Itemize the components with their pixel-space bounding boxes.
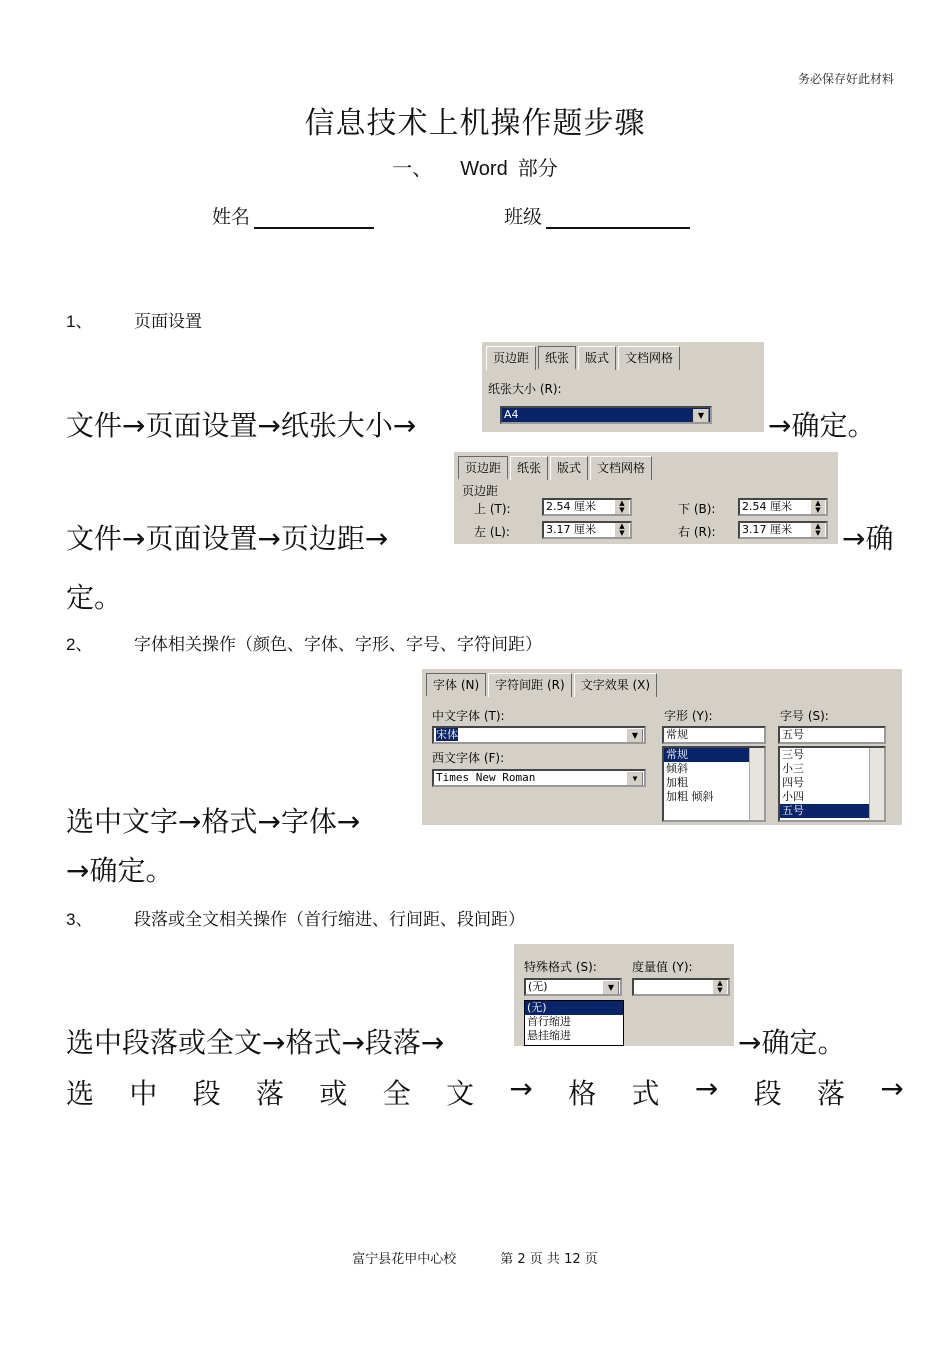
paragraph-dialog-screenshot <box>514 944 734 1046</box>
section-1-heading <box>66 307 202 332</box>
char: 落 <box>256 1077 285 1110</box>
chevron-down-icon: ▼ <box>693 409 709 423</box>
tab-margins: 页边距 <box>486 346 536 370</box>
class-label: 班级 <box>504 206 543 228</box>
tab-doc-grid: 文档网格 <box>590 456 652 480</box>
spinner-icon: ▲ ▼ <box>811 523 825 537</box>
page-footer <box>0 1248 950 1267</box>
step-paragraph: 选中段落或全文→格式→段落→ <box>66 1026 445 1059</box>
list-item: 常规 <box>664 748 764 762</box>
size-field <box>778 726 886 744</box>
en-font-select <box>432 769 646 787</box>
char: 段 <box>753 1077 782 1110</box>
spinner-icon: ▲ ▼ <box>713 980 727 994</box>
section-number: 1、 <box>66 312 93 331</box>
paper-size-label: 纸张大小 (R): <box>488 382 562 396</box>
char: 格 <box>568 1077 597 1110</box>
paper-size-select <box>500 406 712 424</box>
list-item: 小四 <box>782 790 804 803</box>
scrollbar <box>869 748 884 820</box>
margin-group-label: 页边距 <box>462 484 499 498</box>
list-item: 五号 <box>780 804 884 818</box>
size-list <box>778 746 886 822</box>
tab-layout: 版式 <box>550 456 588 480</box>
style-label: 字形 (Y): <box>664 709 713 723</box>
char: → <box>509 1072 533 1105</box>
left-margin-label: 左 (L): <box>474 525 510 539</box>
char: 全 <box>382 1077 411 1110</box>
cn-font-select <box>432 726 646 744</box>
left-margin-field <box>542 521 632 539</box>
cn-font-label: 中文字体 (T): <box>432 709 505 723</box>
tab-paper: 纸张 <box>538 346 576 370</box>
style-value: 常规 <box>666 728 688 741</box>
class-field <box>504 202 690 229</box>
page-title: 信息技术上机操作题步骤 <box>304 106 646 141</box>
step-paper-confirm: →确定。 <box>768 409 876 442</box>
list-item: (无) <box>525 1001 623 1015</box>
name-field <box>212 202 374 229</box>
section-title: 段落或全文相关操作（首行缩进、行间距、段间距） <box>134 910 525 930</box>
footer-page-number: 第 2 页 共 12 页 <box>500 1252 598 1267</box>
step-paragraph-repeat <box>66 1072 904 1112</box>
section-title: 页面设置 <box>134 312 202 332</box>
chevron-down-icon: ▼ <box>627 772 643 786</box>
list-item: 悬挂缩进 <box>527 1029 571 1042</box>
tab-doc-grid: 文档网格 <box>618 346 680 370</box>
tab-text-effects: 文字效果 (X) <box>574 673 657 697</box>
char: 段 <box>192 1077 221 1110</box>
margin-dialog-tabs <box>458 456 654 480</box>
section-title: 字体相关操作（颜色、字体、字形、字号、字符间距） <box>134 635 542 655</box>
chevron-down-icon: ▼ <box>627 729 643 743</box>
list-item: 三号 <box>782 748 804 761</box>
measure-field <box>632 978 730 996</box>
special-format-label: 特殊格式 (S): <box>524 960 597 974</box>
list-item: 加粗 <box>666 776 688 789</box>
style-list <box>662 746 766 822</box>
spinner-icon: ▲ ▼ <box>615 523 629 537</box>
bottom-margin-field <box>738 498 828 516</box>
header-note: 务必保存好此材料 <box>797 72 894 86</box>
en-font-label: 西文字体 (F): <box>432 751 505 765</box>
tab-margins: 页边距 <box>458 456 508 480</box>
char: 文 <box>446 1077 475 1110</box>
section-3-heading <box>66 905 525 930</box>
list-item: 首行缩进 <box>527 1015 571 1028</box>
name-label: 姓名 <box>212 206 251 228</box>
margin-dialog-screenshot <box>454 452 838 544</box>
name-blank-line <box>254 203 374 229</box>
special-format-options <box>524 1000 624 1046</box>
step-font-confirm: →确定。 <box>66 854 174 887</box>
bottom-margin-value: 2.54 厘米 <box>742 500 792 513</box>
special-format-value: (无) <box>528 980 548 993</box>
char: → <box>694 1072 719 1105</box>
char: 中 <box>129 1077 158 1110</box>
en-font-value: Times New Roman <box>436 771 536 784</box>
spinner-icon: ▲ ▼ <box>811 500 825 514</box>
special-format-select <box>524 978 622 996</box>
step-paper-size: 文件→页面设置→纸张大小→ <box>66 409 417 442</box>
top-margin-field <box>542 498 632 516</box>
step-margins: 文件→页面设置→页边距→ <box>66 522 389 555</box>
paper-dialog-screenshot <box>482 342 764 432</box>
measure-label: 度量值 (Y): <box>632 960 693 974</box>
list-item: 小三 <box>782 762 804 775</box>
top-margin-label: 上 (T): <box>474 502 511 516</box>
list-item: 倾斜 <box>666 762 688 775</box>
right-margin-field <box>738 521 828 539</box>
subtitle-number: 一、 <box>392 156 433 180</box>
section-2-heading <box>66 630 542 655</box>
right-margin-label: 右 (R): <box>678 525 716 539</box>
size-value: 五号 <box>782 728 804 741</box>
top-margin-value: 2.54 厘米 <box>546 500 596 513</box>
step-font: 选中文字→格式→字体→ <box>66 805 361 838</box>
char: 落 <box>817 1077 846 1110</box>
tab-font: 字体 (N) <box>426 673 486 697</box>
scrollbar <box>749 748 764 820</box>
tab-paper: 纸张 <box>510 456 548 480</box>
section-number: 2、 <box>66 635 93 654</box>
subtitle <box>0 152 950 181</box>
subtitle-word: Word <box>460 158 508 180</box>
list-item: 四号 <box>782 776 804 789</box>
subtitle-rest: 部分 <box>517 156 558 180</box>
step-margins-confirm: →确 <box>842 522 894 555</box>
class-blank-line <box>546 203 690 229</box>
paper-dialog-tabs <box>486 346 682 370</box>
tab-layout: 版式 <box>578 346 616 370</box>
list-item: 加粗 倾斜 <box>666 790 714 803</box>
bottom-margin-label: 下 (B): <box>678 502 716 516</box>
char: 选 <box>66 1077 95 1110</box>
char: 或 <box>319 1077 348 1110</box>
section-number: 3、 <box>66 910 93 929</box>
right-margin-value: 3.17 厘米 <box>742 523 792 536</box>
font-dialog-screenshot <box>422 669 902 825</box>
style-field <box>662 726 766 744</box>
paper-size-value: A4 <box>504 408 519 421</box>
step-margins-continued: 定。 <box>66 581 123 614</box>
tab-char-spacing: 字符间距 (R) <box>488 673 572 697</box>
font-dialog-tabs <box>426 673 659 697</box>
spinner-icon: ▲ ▼ <box>615 500 629 514</box>
chevron-down-icon: ▼ <box>603 981 619 995</box>
cn-font-value: 宋体 <box>436 728 458 741</box>
char: 式 <box>631 1077 660 1110</box>
char: → <box>880 1072 904 1105</box>
size-label: 字号 (S): <box>780 709 829 723</box>
left-margin-value: 3.17 厘米 <box>546 523 596 536</box>
footer-school: 富宁县花甲中心校 <box>352 1252 457 1267</box>
step-paragraph-confirm: →确定。 <box>738 1026 846 1059</box>
